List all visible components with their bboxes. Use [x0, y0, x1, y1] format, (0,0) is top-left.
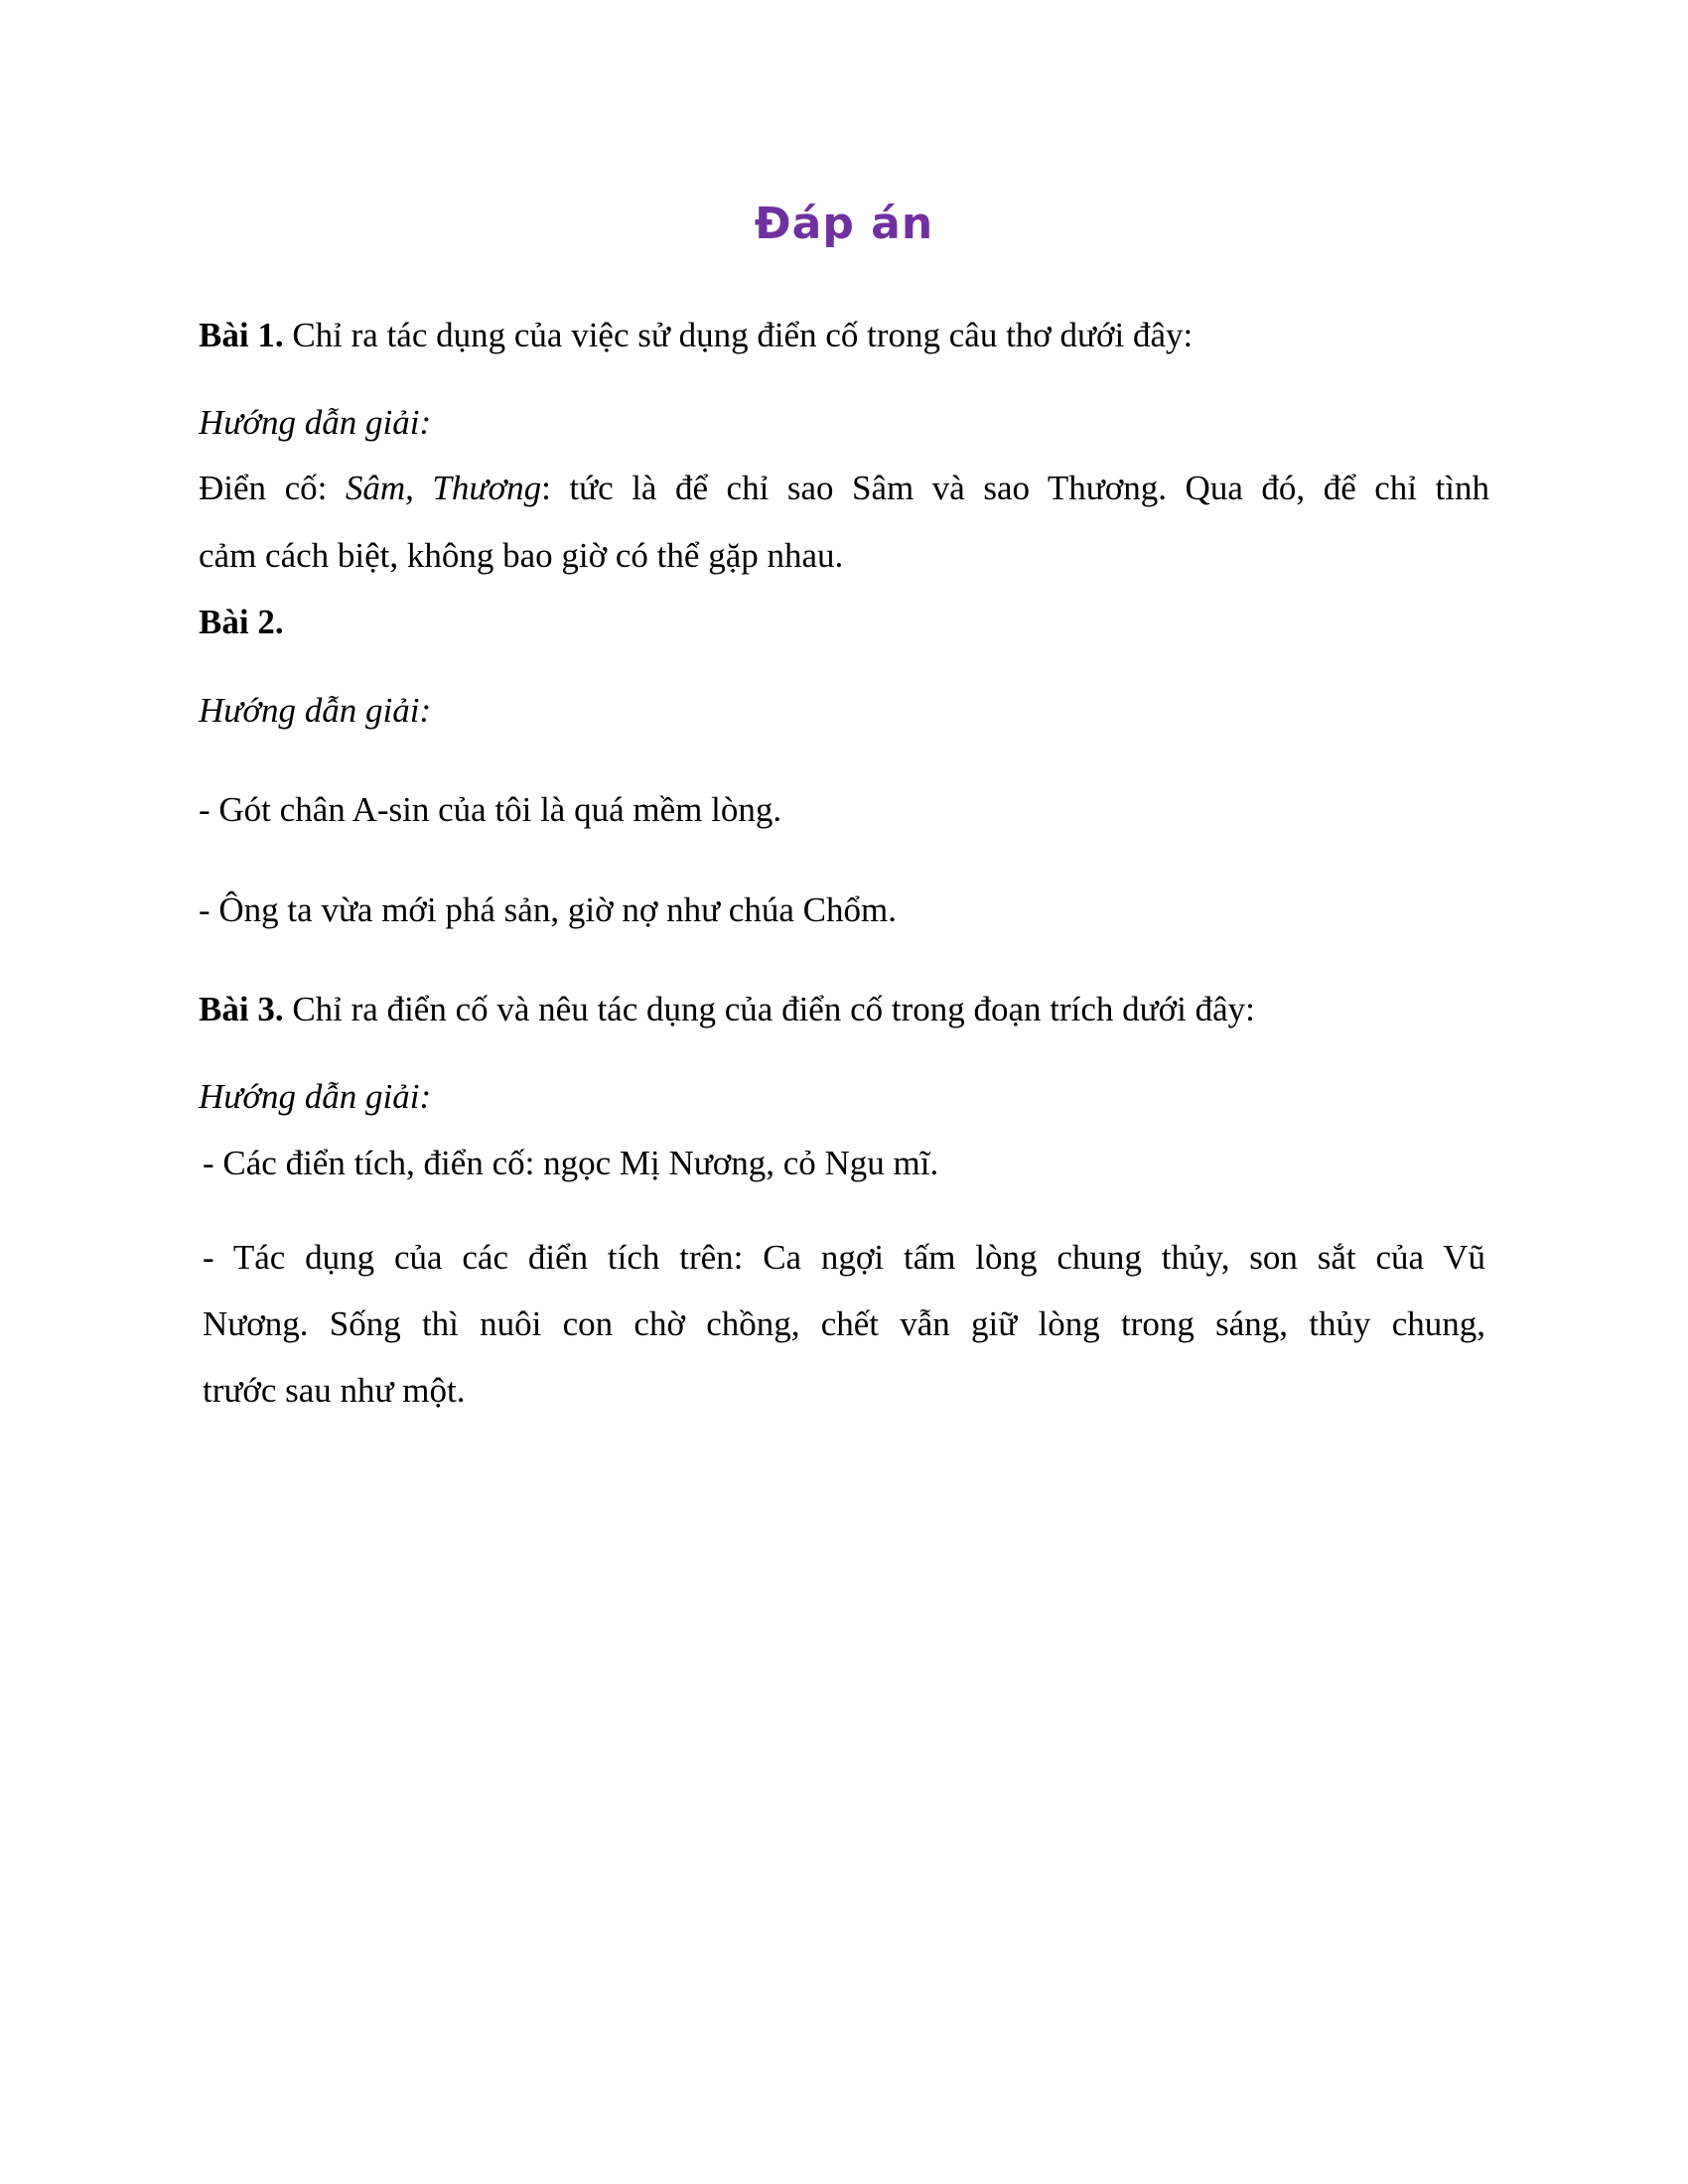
page-title: Đáp án	[754, 199, 934, 249]
exercise-3-question-text: Chỉ ra điển cố và nêu tác dụng của điển cố trong đoạn trích dưới đây:	[283, 990, 1255, 1028]
exercise-1-answer-line-2: cảm cách biệt, không bao giờ có thể gặp nhau.	[199, 536, 844, 575]
exercise-3-answer-item-1: - Các điển tích, điển cố: ngọc Mị Nương, cỏ Ngu mĩ.	[203, 1144, 939, 1182]
exercise-2-answer-item-1: - Gót chân A-sin của tôi là quá mềm lòng.	[199, 790, 782, 829]
exercise-3-guide-heading: Hướng dẫn giải:	[199, 1077, 432, 1116]
exercise-1-answer-text: : tức là để chỉ sao Sâm và sao Thương. Qua đó, để chỉ tình	[541, 469, 1489, 507]
exercise-1-question	[199, 314, 1193, 357]
document-page	[199, 0, 1489, 2184]
exercise-1-label: Bài 1.	[199, 316, 284, 354]
exercise-3-label: Bài 3.	[199, 990, 284, 1028]
exercise-1-guide-heading: Hướng dẫn giải:	[199, 403, 432, 442]
exercise-3-answer-item-2-line-1: - Tác dụng của các điển tích trên: Ca ngợi tấm lòng chung thủy, son sắt của Vũ	[203, 1238, 1485, 1277]
exercise-2-label: Bài 2.	[199, 603, 284, 641]
exercise-2-answer-item-2: - Ông ta vừa mới phá sản, giờ nợ như chúa Chổm.	[199, 890, 897, 929]
exercise-2-guide-heading: Hướng dẫn giải:	[199, 691, 432, 730]
exercise-1-answer-allusion: Sâm, Thương	[345, 469, 542, 507]
exercise-1-answer-prefix: Điển cố:	[199, 469, 346, 507]
exercise-3-question	[199, 988, 1255, 1031]
exercise-1-answer-line-1	[199, 467, 1489, 510]
exercise-3-answer-item-2-line-2: Nương. Sống thì nuôi con chờ chồng, chết vẫn giữ lòng trong sáng, thủy chung,	[203, 1304, 1485, 1343]
exercise-3-answer-item-2-line-3: trước sau như một.	[203, 1371, 466, 1410]
exercise-1-question-text: Chỉ ra tác dụng của việc sử dụng điển cố trong câu thơ dưới đây:	[283, 316, 1194, 354]
